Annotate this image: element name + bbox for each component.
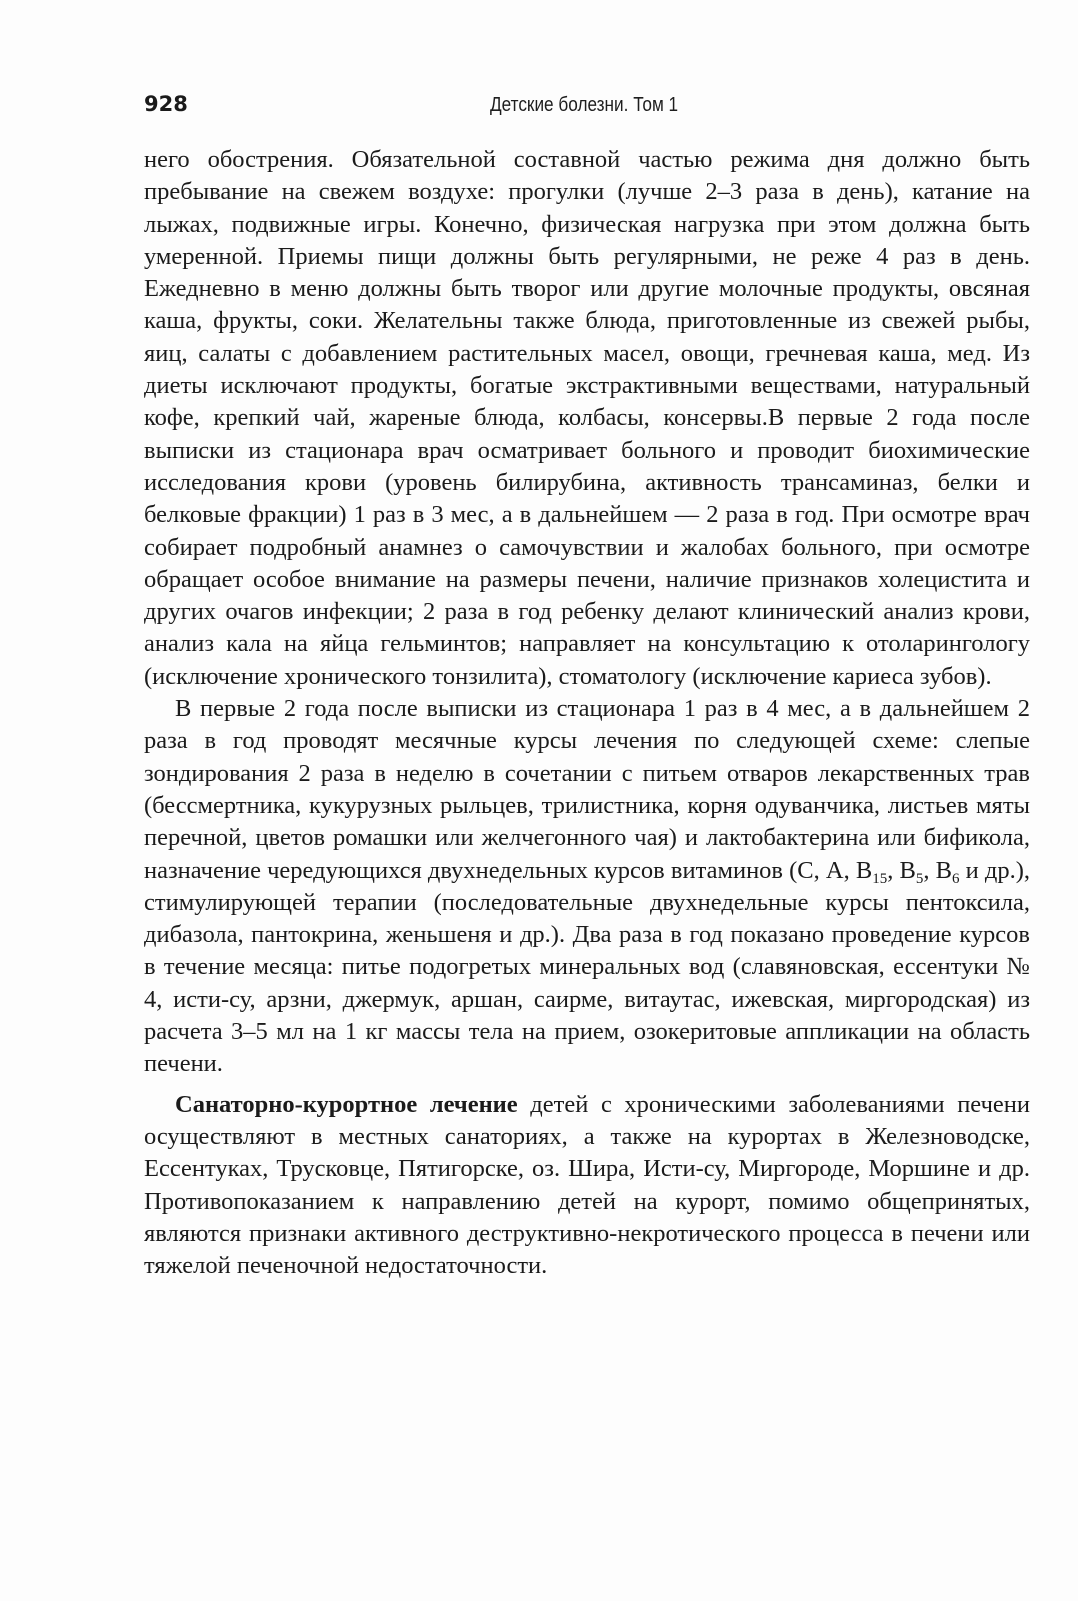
subscript-15: 15 <box>872 870 888 887</box>
section-term-sanatorium: Санаторно-курортное лечение <box>175 1090 518 1118</box>
paragraph-2 <box>144 693 1030 1081</box>
paragraph-1: него обострения. Обязательной составной частью режима дня должно быть пребывание на свежем воздухе: прогулки (лучше 2–3 раза в день), катание на лыжах, подвижные игры. Конечно, физическая нагрузка при этом должна быть умеренной. Приемы пищи должны быть регулярными, не реже 4 раз в день. Ежедневно в меню должны быть творог или другие молочные продукты, овсяная каша, фрукты, соки. Желательны также блюда, приготовленные из свежей рыбы, яиц, салаты с добавлением растительных масел, овощи, гречневая каша, мед. Из диеты исключают продукты, богатые экстрактивными веществами, натуральный кофе, крепкий чай, жареные блюда, колбасы, консервы.В первые 2 года после выписки из стационара врач осматривает больного и проводит биохимические исследования крови (уровень билирубина, активность трансаминаз, белки и белковые фракции) 1 раз в 3 мес, а в дальнейшем — 2 раза в год. При осмотре врач собирает подробный анамнез о самочувствии и жалобах больного, при осмотре обращает особое внимание на размеры печени, наличие признаков холецистита и других очагов инфекции; 2 раза в год ребенку делают клинический анализ крови, анализ кала на яйца гельминтов; направляет на консультацию к отоларингологу (исключение хронического тонзилита), стоматологу (исключение кариеса зубов). <box>144 146 1030 690</box>
body-text <box>144 144 1030 1282</box>
subscript-5: 5 <box>915 870 924 887</box>
paragraph-2-part-b: , В <box>887 856 916 884</box>
paragraph-2-part-c: , В <box>923 856 952 884</box>
running-title: Детские болезни. Том 1 <box>490 94 679 116</box>
paragraph-3-text: детей с хроническими заболеваниями печени осуществляют в местных санаториях, а также на курортах в Железноводске, Ессентуках, Трусковце, Пятигорске, оз. Шира, Исти-су, Миргороде, Моршине и др. Противопоказанием к направлению детей на курорт, помимо общепринятых, являются признаки активного деструктивно-некротического процесса в печени или тяжелой печеночной недостаточности. <box>144 1090 1030 1280</box>
paragraph-2-part-d: и др.), стимулирующей терапии (последовательные двухнедельные курсы пентоксила, дибазола, пантокрина, женьшеня и др.). Два раза в год показано проведение курсов в течение месяца: питье подогретых минеральных вод (славяновская, ессентуки № 4, исти-су, арзни, джермук, аршан, саирме, витаутас, ижевская, миргородская) из расчета 3–5 мл на 1 кг массы тела на прием, озокеритовые аппликации на область печени. <box>144 856 1031 1078</box>
subscript-6: 6 <box>951 870 960 887</box>
page-header <box>144 92 1034 132</box>
page-number: 928 <box>144 92 188 116</box>
paragraph-3 <box>144 1089 1030 1283</box>
paragraph-2-part-a: В первые 2 года после выписки из стационара 1 раз в 4 мес, а в дальнейшем 2 раза в год проводят месячные курсы лечения по следующей схеме: слепые зондирования 2 раза в неделю в сочетании с питьем отваров лекарственных трав (бессмертника, кукурузных рыльцев, трилистника, корня одуванчика, листьев мяты перечной, цветов ромашки или желчегонного чая) и лактобактерина или бификола, назначение чередующихся двухнедельных курсов витаминов (С, А, В <box>144 695 1030 884</box>
